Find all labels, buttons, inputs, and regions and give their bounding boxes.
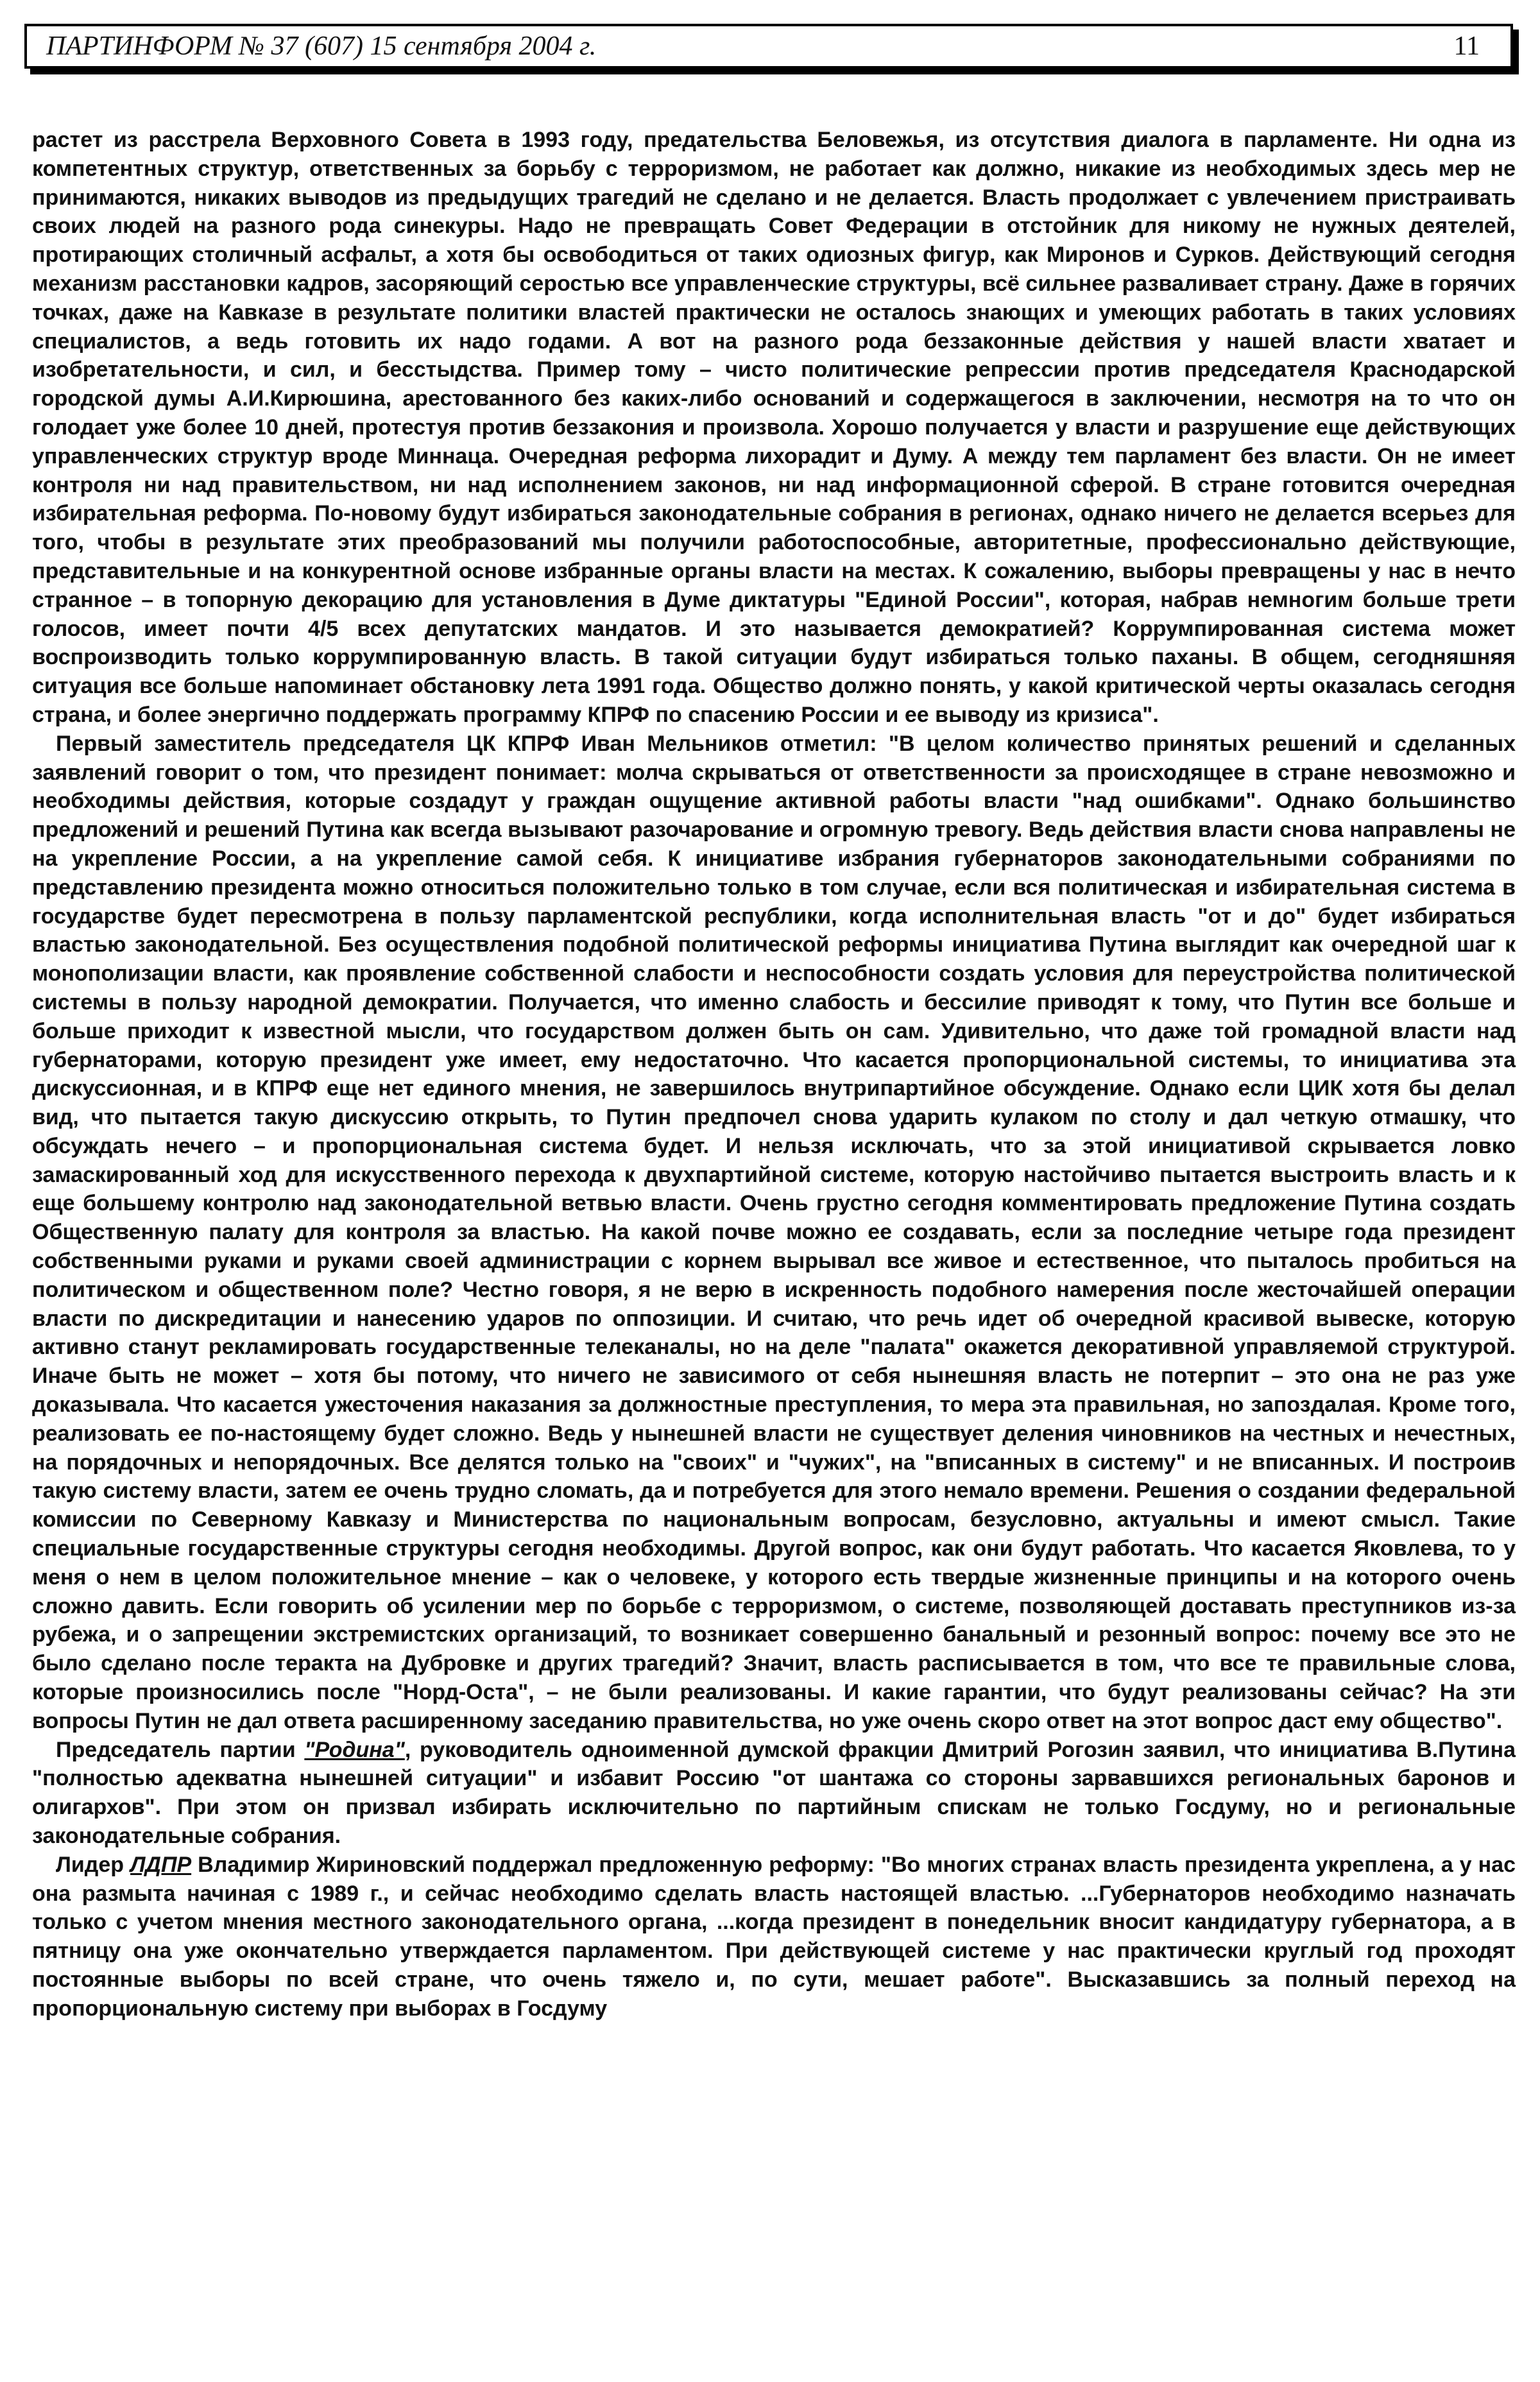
paragraph-4-text: Владимир Жириновский поддержал предложенную реформу: "Во многих странах власть президента укреплена, а у нас она размыта начиная с 1989 г., и сейчас необходимо сделать власть настоящей властью. ...Губернаторов необходимо назначать только с учетом мнения местного законодательного органа, ...когда президент в понедельник вносит кандидатуру губернатора, а в пятницу она уже окончательно утверждается парламентом. При действующей системе у нас практически круглый год проходят постоянные выборы по всей стране, что очень тяжело и, по сути, мешает работе". Высказавшись за полный переход на пропорциональную систему при выборах в Госдуму [32,1852,1516,2021]
article-paragraph-2: Первый заместитель председателя ЦК КПРФ Иван Мельников отметил: "В целом количество принятых решений и сделанных заявлений говорит о том, что президент понимает: молча скрываться от ответственности за происходящее в стране невозможно и необходимы действия, которые создадут у граждан ощущение активной работы власти "над ошибками". Однако большинство предложений и решений Путина как всегда вызывают разочарование и огромную тревогу. Ведь действия власти снова направлены не на укрепление России, а на укрепление самой себя. К инициативе избрания губернаторов законодательными собраниями по представлению президента можно относиться положительно только в том случае, если вся политическая и избирательная система в государстве будет пересмотрена в пользу парламентской республики, когда исполнительная власть "от и до" будет избираться властью законодательной. Без осуществления подобной политической реформы инициатива Путина выглядит как очередной шаг к монополизации власти, как проявление собственной слабости и неспособности создать условия для переустройства политической системы в пользу народной демократии. Получается, что именно слабость и бессилие приводят к тому, что Путин все больше и больше приходит к известной мысли, что государством должен быть он сам. Удивительно, что даже той громадной власти над губернаторами, которую президент уже имеет, ему недостаточно. Что касается пропорциональной системы, то инициатива эта дискуссионная, и в КПРФ еще нет единого мнения, не завершилось внутрипартийное обсуждение. Однако если ЦИК хотя бы делал вид, что пытается такую дискуссию открыть, то Путин предпочел снова ударить кулаком по столу и дал четкую отмашку, что обсуждать нечего – и пропорциональная система будет. И нельзя исключать, что за этой инициативой скрывается ловко замаскированный ход для искусственного перехода к двухпартийной системе, которую настойчиво пытается выстроить власть и к еще большему контролю над законодательной ветвью власти. Очень грустно сегодня комментировать предложение Путина создать Общественную палату для контроля за властью. На какой почве можно ее создавать, если за последние четыре года президент собственными руками и руками своей администрации с корнем вырывал все живое и естественное, что пыталось пробиться на политическом и общественном поле? Честно говоря, я не верю в искренность подобного намерения после жесточайшей операции власти по дискредитации и нанесению ударов по оппозиции. И считаю, что речь идет об очередной красивой вывеске, которую активно станут рекламировать государственные телеканалы, но на деле "палата" окажется декоративной управляемой структурой. Иначе быть не может – хотя бы потому, что ничего не зависимого от себя нынешняя власть не потерпит – это она не раз уже доказывала. Что касается ужесточения наказания за должностные преступления, то мера эта правильная, но запоздалая. Кроме того, реализовать ее по-настоящему будет сложно. Ведь у нынешней власти не существует деления чиновников на честных и нечестных, на порядочных и непорядочных. Все делятся только на "своих" и "чужих", на "вписанных в систему" и не вписанных. И построив такую систему власти, затем ее очень трудно сломать, да и потребуется для этого немало времени. Решения о создании федеральной комиссии по Северному Кавказу и Министерства по национальным вопросам, безусловно, актуальны и имеют смысл. Такие специальные государственные структуры сегодня необходимы. Другой вопрос, как они будут работать. Что касается Яковлева, то у меня о нем в целом положительное мнение – как о человеке, у которого есть твердые жизненные принципы и на которого очень сложно давить. Если говорить об усилении мер по борьбе с терроризмом, о системе, позволяющей доставать преступников из-за рубежа, и о запрещении экстремистских организаций, то возникает совершенно банальный и резонный вопрос: почему все это не было сделано после теракта на Дубровке и других трагедий? Значит, власть расписывается в том, что все те правильные слова, которые произносились после "Норд-Оста", – не были реализованы. И какие гарантии, что будут реализованы сейчас? На эти вопросы Путин не дал ответа расширенному заседанию правительства, но уже очень скоро ответ на этот вопрос даст ему общество". [32,731,1516,1733]
page-header [24,24,1513,69]
party-ldpr-link[interactable]: ЛДПР [130,1852,192,1877]
article-paragraph-4 [32,1851,1516,2023]
article-paragraph-3 [32,1736,1516,1851]
paragraph-3-lead: Председатель партии [56,1737,305,1762]
article-paragraph-1: растет из расстрела Верховного Совета в 1993 году, предательства Беловежья, из отсутствия диалога в парламенте. Ни одна из компетентных структур, ответственных за борьбу с терроризмом, не работает как должно, никакие из необходимых здесь мер не принимаются, никаких выводов из предыдущих трагедий не сделано и не делается. Власть продолжает с увлечением пристраивать своих людей на разного рода синекуры. Надо не превращать Совет Федерации в отстойник для никому не нужных деятелей, протирающих столичный асфальт, а хотя бы освободиться от таких одиозных фигур, как Миронов и Сурков. Действующий сегодня механизм расстановки кадров, засоряющий серостью все управленческие структуры, всё сильнее разваливает страну. Даже в горячих точках, даже на Кавказе в результате политики властей практически не осталось знающих и умеющих работать в таких условиях специалистов, а ведь готовить их надо годами. А вот на разного рода беззаконные действия у нашей власти хватает и изобретательности, и сил, и бесстыдства. Пример тому – чисто политические репрессии против председателя Краснодарской городской думы А.И.Кирюшина, арестованного без каких-либо оснований и содержащегося в заключении, несмотря на то что он голодает уже более 10 дней, протестуя против беззакония и произвола. Хорошо получается у власти и разрушение еще действующих управленческих структур вроде Миннаца. Очередная реформа лихорадит и Думу. А между тем парламент без власти. Он не имеет контроля ни над правительством, ни над исполнением законов, ни над информационной сферой. В стране готовится очередная избирательная реформа. По-новому будут избираться законодательные собрания в регионах, однако ничего не делается всерьез для того, чтобы в результате этих преобразований мы получили работоспособные, авторитетные, профессионально действующие, представительные и на конкурентной основе избранные органы власти на местах. К сожалению, выборы превращены у нас в нечто странное – в топорную декорацию для установления в Думе диктатуры "Единой России", которая, набрав немногим больше трети голосов, имеет почти 4/5 всех депутатских мандатов. И это называется демократией? Коррумпированная система может воспроизводить только коррумпированную власть. В такой ситуации будут избираться только паханы. В общем, сегодняшняя ситуация все больше напоминает обстановку лета 1991 года. Общество должно понять, у какой критической черты оказалась сегодня страна, и более энергично поддержать программу КПРФ по спасению России и ее выводу из кризиса". [32,128,1516,727]
page-number: 11 [1453,31,1480,61]
newspaper-issue-title: ПАРТИНФОРМ № 37 (607) 15 сентября 2004 г. [46,31,597,61]
party-rodina-link[interactable]: "Родина" [304,1737,405,1762]
paragraph-3-text: , руководитель одноименной думской фракции Дмитрий Рогозин заявил, что инициатива В.Путина "полностью адекватна нынешней ситуации" и избавит Россию "от шантажа со стороны зарвавшихся региональных баронов и олигархов". При этом он призвал избирать исключительно по партийным спискам не только Госдуму, но и региональные законодательные собрания. [32,1737,1516,1849]
paragraph-4-lead: Лидер [56,1852,131,1877]
article-body [32,126,1516,2023]
